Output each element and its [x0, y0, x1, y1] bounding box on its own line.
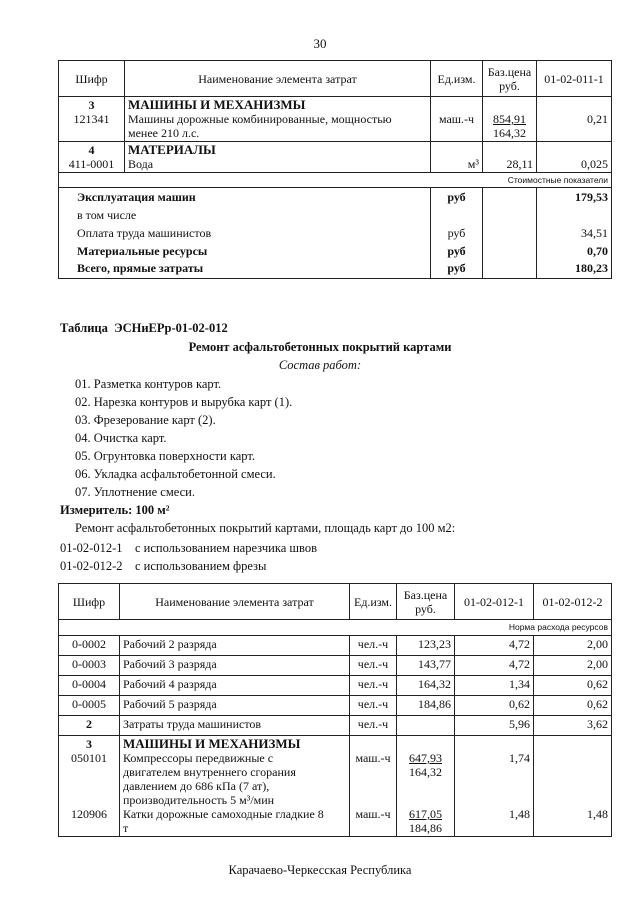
resource-name: Машины дорожные комбинированные, мощностью [128, 112, 392, 126]
table-row [59, 676, 612, 696]
norm-value-2: 0,62 [534, 696, 612, 716]
resource-table-1 [58, 60, 612, 279]
work-item: 07. Уплотнение смеси. [75, 485, 195, 499]
col-header-name: Наименование элемента затрат [125, 61, 431, 97]
table-title: Ремонт асфальтобетонных покрытий картами [188, 340, 452, 354]
col-header-norm: 01-02-011-1 [537, 61, 612, 97]
resource-unit: чел.-ч [350, 656, 397, 676]
norm-value-1: 1,48 [509, 807, 530, 821]
resource-unit: чел.-ч [350, 696, 397, 716]
norm-value-1: 5,96 [455, 716, 534, 736]
col-header-price: Баз.цена руб. [483, 61, 537, 97]
summary-unit: руб [447, 261, 466, 275]
variant-text: с использованием фрезы [135, 559, 267, 573]
table-row [59, 716, 612, 736]
norm-value-2: 3,62 [534, 716, 612, 736]
variant-code: 01-02-012-2 [60, 559, 123, 573]
resource-name: Компрессоры передвижные с [123, 751, 274, 765]
price-value: 184,86 [397, 696, 455, 716]
resource-unit: м³ [467, 157, 479, 171]
price-value: 854,91 [493, 112, 526, 126]
meter: Измеритель: 100 м² [60, 503, 170, 517]
table-row [59, 97, 612, 142]
section-title: МАШИНЫ И МЕХАНИЗМЫ [123, 736, 301, 751]
norm-value-1: 1,74 [509, 751, 530, 765]
summary-name: Материальные ресурсы [77, 244, 208, 258]
summary-value: 34,51 [581, 226, 608, 240]
summary-value: 179,53 [575, 190, 608, 204]
table-row [59, 636, 612, 656]
norm-value-2 [537, 751, 608, 765]
summary-name: Эксплуатация машин [77, 190, 196, 204]
resource-name: Рабочий 5 разряда [120, 696, 350, 716]
col-header-unit: Ед.изм. [350, 584, 397, 620]
norm-value-1: 4,72 [455, 656, 534, 676]
work-item: 05. Огрунтовка поверхности карт. [75, 449, 255, 463]
col-header-name: Наименование элемента затрат [120, 584, 350, 620]
resource-code: 120906 [71, 807, 107, 821]
work-item: 01. Разметка контуров карт. [75, 377, 222, 391]
resource-name: давлением до 686 кПа (7 ат), [123, 779, 270, 793]
price-value: 164,32 [397, 676, 455, 696]
summary-name: Оплата труда машинистов [77, 226, 212, 240]
norm-value-1: 4,72 [455, 636, 534, 656]
col-header-norm-2: 01-02-012-2 [534, 584, 612, 620]
col-header-norm-1: 01-02-012-1 [455, 584, 534, 620]
norm-value-2: 2,00 [534, 656, 612, 676]
norm-value-1: 0,62 [455, 696, 534, 716]
summary-value: 180,23 [575, 261, 608, 275]
resource-name: Рабочий 4 разряда [120, 676, 350, 696]
resource-code: 0-0005 [59, 696, 120, 716]
variant-code: 01-02-012-1 [60, 541, 123, 555]
work-item: 04. Очистка карт. [75, 431, 167, 445]
table-row [59, 696, 612, 716]
variant-text: с использованием нарезчика швов [135, 541, 317, 555]
price-value: 184,86 [409, 821, 442, 835]
work-item: 03. Фрезерование карт (2). [75, 413, 216, 427]
col-header-code: Шифр [59, 61, 125, 97]
price-value: 647,93 [409, 751, 442, 765]
resource-code: 411-0001 [68, 157, 115, 171]
summary-name: Всего, прямые затраты [77, 261, 204, 275]
table-row [59, 188, 612, 279]
norm-value: 0,21 [587, 112, 608, 126]
summary-unit: руб [447, 226, 466, 240]
section-title: МАТЕРИАЛЫ [128, 142, 216, 157]
price-value: 164,32 [493, 126, 526, 140]
resource-unit: чел.-ч [350, 636, 397, 656]
col-header-price: Баз.цена руб. [397, 584, 455, 620]
description: Ремонт асфальтобетонных покрытий картами, площадь карт до 100 м2: [75, 521, 456, 535]
cost-caption: Стоимостные показатели [59, 173, 612, 188]
page-number: 30 [313, 36, 327, 51]
col-header-code: Шифр [59, 584, 120, 620]
resource-code: 0-0004 [59, 676, 120, 696]
table-row [59, 736, 612, 837]
section-number: 4 [88, 143, 95, 157]
resource-name: Затраты труда машинистов [120, 716, 350, 736]
summary-unit: руб [447, 244, 466, 258]
summary-name: в том числе [77, 208, 137, 222]
price-value: 164,32 [409, 765, 442, 779]
resource-name: Рабочий 3 разряда [120, 656, 350, 676]
resource-name: Катки дорожные самоходные гладкие 8 [123, 807, 324, 821]
work-item: 06. Укладка асфальтобетонной смеси. [75, 467, 276, 481]
col-header-unit: Ед.изм. [431, 61, 483, 97]
resource-unit: маш.-ч [355, 751, 391, 765]
norm-value: 0,025 [581, 157, 608, 171]
table-row [59, 656, 612, 676]
price-value: 123,23 [397, 636, 455, 656]
works-caption: Состав работ: [278, 358, 362, 372]
norm-caption: Норма расхода ресурсов [59, 620, 612, 636]
resource-code: 050101 [71, 751, 107, 765]
resource-code: 0-0003 [59, 656, 120, 676]
resource-unit: чел.-ч [350, 716, 397, 736]
norm-value-2: 1,48 [587, 807, 608, 821]
table-row [59, 142, 612, 173]
section-number: 3 [88, 98, 95, 112]
resource-name: т [123, 821, 129, 835]
resource-unit: чел.-ч [350, 676, 397, 696]
resource-name: менее 210 л.с. [128, 126, 200, 140]
norm-value-2: 0,62 [534, 676, 612, 696]
work-item: 02. Нарезка контуров и вырубка карт (1). [75, 395, 293, 409]
price-value: 143,77 [397, 656, 455, 676]
resource-code: 0-0002 [59, 636, 120, 656]
footer-region: Карачаево-Черкесская Республика [228, 863, 412, 877]
resource-unit: маш.-ч [355, 807, 391, 821]
summary-value: 0,70 [587, 244, 608, 258]
price-value: 28,11 [506, 157, 533, 171]
resource-name: Рабочий 2 разряда [120, 636, 350, 656]
norm-value-2: 2,00 [534, 636, 612, 656]
resource-unit: маш.-ч [438, 112, 475, 126]
section-number: 2 [59, 716, 120, 736]
norm-value-1: 1,34 [455, 676, 534, 696]
resource-name: Вода [128, 157, 154, 171]
resource-table-2 [58, 583, 612, 837]
summary-unit: руб [447, 190, 466, 204]
price-value: 617,05 [409, 807, 442, 821]
table-heading: Таблица ЭСНиЕРр-01-02-012 [60, 321, 228, 335]
resource-name: производительность 5 м³/мин [123, 793, 275, 807]
resource-name: двигателем внутреннего сгорания [123, 765, 296, 779]
section-title: МАШИНЫ И МЕХАНИЗМЫ [128, 97, 306, 112]
resource-code: 121341 [73, 112, 110, 126]
section-number: 3 [86, 737, 92, 751]
